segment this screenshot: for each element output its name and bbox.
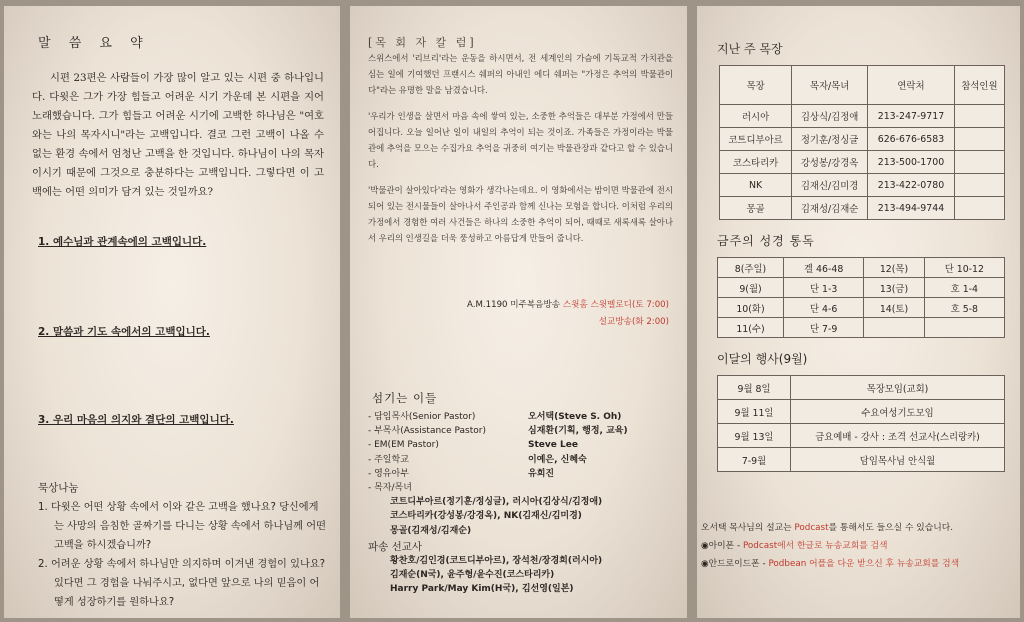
table-cell: 코트디부아르: [720, 128, 792, 151]
table-cell: 9월 11일: [718, 400, 791, 424]
podcast-text: 를 통해서도 들으실 수 있습니다.: [828, 523, 954, 533]
server-name: 심재환(기획, 행정, 교육): [528, 426, 628, 437]
sermon-body: 시편 23편은 사람들이 가장 많이 알고 있는 시편 중 하나입니다. 다윗은 그가 가장 힘들고 어려운 시기 가운데 본 시편을 지어 노래했습니다. 그가 힘들고 어려운 시기에 고백한 하나님은 "여호와는 나의 목자시니"라는 고백입니다. 결코 그런 고백이 나올 수 없는 환경 속에서 엄청난 고백을 한 것입니다. 하나님이 나의 목자이시기 때문에 그것으로 충분하다는 고백입니다. 그렇다면 이 고백에는 어떤 의미가 담겨 있는 것일까요?: [32, 72, 324, 198]
shepherd-line: 코스타리카(강성봉/강경옥), NK(김재신/김미경): [390, 511, 582, 522]
podcast-text: 오서택 목사님의 설교는: [701, 523, 795, 533]
table-cell: 코스타리카: [720, 151, 792, 174]
broadcast-line: [467, 298, 669, 310]
bible-reading-title: 금주의 성경 통독: [717, 234, 815, 248]
sermon-heading: 말 씀 요 약: [38, 36, 150, 51]
table-row: [720, 105, 1005, 128]
events-title: 이달의 행사(9월): [717, 352, 808, 366]
pastor-column-tag: [목 회 자 칼 럼]: [368, 36, 477, 49]
missionary-line: Harry Park/May Kim(H국), 김선영(일본): [390, 584, 574, 595]
table-row: [718, 278, 1005, 298]
server-role: - 영유아부: [368, 468, 409, 479]
table-row: [718, 376, 1005, 400]
android-label: ◉안드로이드폰 -: [701, 559, 769, 569]
server-name: 이예은, 신혜숙: [528, 454, 587, 465]
podcast-android-line: [701, 555, 1019, 573]
server-row: [368, 410, 678, 424]
server-name: 유희진: [528, 468, 555, 479]
table-row: [718, 400, 1005, 424]
server-row: [368, 453, 678, 467]
table-cell: 단 1-3: [784, 278, 864, 298]
table-row: [720, 151, 1005, 174]
table-row: [718, 318, 1005, 338]
table-row: [718, 424, 1005, 448]
table-cell: NK: [720, 174, 792, 197]
table-row: [720, 128, 1005, 151]
shepherd-line: 코트디부아르(정기훈/정싱글), 러시아(김상식/김정애): [390, 497, 603, 508]
missionary-line: 김재순(N국), 윤주형/윤수진(코스타리카): [390, 570, 555, 581]
table-cell: 강성봉/강경옥: [792, 151, 868, 174]
podcast-info: [701, 519, 1019, 573]
servers-title: 섬기는 이들: [372, 391, 438, 405]
server-row: [368, 467, 678, 481]
sermon-point-3: 3. 우리 마음의 의지와 결단의 고백입니다.: [38, 414, 234, 426]
table-cell: 겔 46-48: [784, 258, 864, 278]
events-table: [717, 375, 1005, 472]
table-cell: 213-500-1700: [868, 151, 955, 174]
table-cell: 213-247-9717: [868, 105, 955, 128]
table-cell: 담임목사님 안식월: [791, 448, 1005, 472]
table-cell: [954, 151, 1004, 174]
server-row: [368, 481, 678, 495]
pastor-column-panel: [350, 6, 687, 618]
sermon-summary-panel: [4, 6, 340, 618]
iphone-label: ◉아이폰 -: [701, 541, 743, 551]
podcast-link: Podcast: [794, 523, 829, 533]
table-cell: 7-9월: [718, 448, 791, 472]
table-cell: 호 1-4: [924, 278, 1004, 298]
table-cell: 단 7-9: [784, 318, 864, 338]
table-cell: 러시아: [720, 105, 792, 128]
missions-title: 파송 선교사: [368, 540, 423, 553]
broadcast-program: 스윗홈 스윗멜로디(토 7:00): [562, 300, 669, 310]
table-cell: 단 4-6: [784, 298, 864, 318]
server-role: - 주일학교: [368, 454, 409, 465]
meditation-list: [38, 498, 328, 612]
table-cell: [954, 128, 1004, 151]
server-role: - EM(EM Pastor): [368, 440, 439, 451]
church-info-panel: [697, 6, 1020, 618]
iphone-instruction: Podcast에서 한글로 뉴송교회를 검색: [742, 541, 888, 551]
table-cell: 금요예배 - 강사 : 조격 선교사(스리랑카): [791, 424, 1005, 448]
table-cell: 몽골: [720, 197, 792, 220]
server-role: - 부목사(Assistance Pastor): [368, 426, 486, 437]
meditation-question-2: 2. 어려운 상황 속에서 하나님만 의지하며 이겨낸 경험이 있나요? 있다면 그 경험을 나눠주시고, 없다면 앞으로 나의 믿음이 어떻게 성장하기를 원하나요?: [38, 559, 326, 608]
table-cell: 수요여성기도모임: [791, 400, 1005, 424]
missionary-line: 황찬호/김인경(코트디부아르), 장석천/장경희(러시아): [390, 556, 603, 567]
table-cell: 김상식/김정애: [792, 105, 868, 128]
podcast-line: [701, 519, 1019, 537]
table-header-cell: 참석인원: [954, 66, 1004, 105]
server-name: 오서택(Steve S. Oh): [528, 412, 622, 422]
server-role: - 목자/목녀: [368, 483, 412, 494]
shepherd-line: 몽골(김재성/김재순): [390, 525, 472, 536]
table-cell: [864, 318, 924, 338]
server-name: Steve Lee: [528, 440, 578, 451]
server-row: [368, 438, 678, 452]
table-cell: 213-494-9744: [868, 197, 955, 220]
leaders-table: [719, 65, 1005, 220]
bible-reading-table: [717, 257, 1005, 338]
table-cell: 호 5-8: [924, 298, 1004, 318]
broadcast-station: A.M.1190 미주복음방송: [467, 300, 561, 310]
table-header-cell: 연락처: [868, 66, 955, 105]
column-paragraph-3: '박물관이 살아있다'라는 영화가 생각나는데요. 이 영화에서는 밤이면 박물관에 전시되어 있는 전시물들이 살아나서 주인공과 함께 신나는 모험을 합니다. 이처럼 우리의 가정에서 경험한 여러 사건들은 하나의 소중한 추억이 되어, 때때로 새록새록 살아나서 우리의 인생길을 더욱 풍성하고 아름답게 만들어 줍니다.: [368, 185, 673, 243]
table-cell: [924, 318, 1004, 338]
table-cell: 목장모임(교회): [791, 376, 1005, 400]
table-cell: 김재성/김재순: [792, 197, 868, 220]
table-cell: 9월 8일: [718, 376, 791, 400]
broadcast-sermon: 설교방송(화 2:00): [598, 317, 669, 327]
sermon-point-1: 1. 예수님과 관계속에의 고백입니다.: [38, 236, 207, 248]
table-cell: 8(주일): [718, 258, 784, 278]
leaders-title: 지난 주 목장: [717, 42, 783, 56]
table-cell: 10(화): [718, 298, 784, 318]
table-cell: 9(월): [718, 278, 784, 298]
table-cell: 9월 13일: [718, 424, 791, 448]
table-row: [720, 197, 1005, 220]
table-cell: [954, 197, 1004, 220]
column-paragraph-2: '우리가 인생을 살면서 마음 속에 쌓여 있는, 소중한 추억들은 대부분 가정에서 만들어집니다. 오늘 일어난 일이 내일의 추억이 되는 것이죠. 가족들은 가정이라는 박물관에 추억을 모으는 수집가요 추억을 귀중히 여기는 박물관장과 같다고 할 수 있습니다.: [368, 111, 673, 169]
column-paragraph-1: 스위스에서 '리브리'라는 운동을 하시면서, 전 세계인의 가슴에 기독교적 가치관을 심는 일에 기여했던 프랜시스 쉐퍼의 아내인 에디 쉐퍼는 "가정은 추억의 박물관이다"라는 유명한 말을 남겼습니다.: [368, 53, 673, 95]
table-cell: 정기훈/정싱글: [792, 128, 868, 151]
server-row: [368, 424, 678, 438]
table-cell: 213-422-0780: [868, 174, 955, 197]
sermon-point-2: 2. 말씀과 기도 속에서의 고백입니다.: [38, 326, 210, 338]
table-row: [720, 174, 1005, 197]
server-role: - 담임목사(Senior Pastor): [368, 412, 476, 422]
meditation-question-1: 1. 다윗은 어떤 상황 속에서 이와 같은 고백을 했나요? 당신에게는 사망의 음침한 골짜기를 다니는 상황 속에서 하나님께 어떤 고백을 하시겠습니까?: [38, 502, 326, 551]
table-header-row: [720, 66, 1005, 105]
servers-list: [368, 410, 678, 597]
table-row: [718, 258, 1005, 278]
table-row: [718, 448, 1005, 472]
android-instruction: Podbean 어플을 다운 받으신 후 뉴송교회를 검색: [768, 559, 960, 569]
table-header-cell: 목자/목녀: [792, 66, 868, 105]
table-cell: 12(목): [864, 258, 924, 278]
table-cell: 11(수): [718, 318, 784, 338]
table-cell: 단 10-12: [924, 258, 1004, 278]
table-cell: [954, 174, 1004, 197]
table-cell: 김재신/김미경: [792, 174, 868, 197]
table-cell: 13(금): [864, 278, 924, 298]
table-header-cell: 목장: [720, 66, 792, 105]
table-cell: [954, 105, 1004, 128]
table-cell: 14(토): [864, 298, 924, 318]
table-row: [718, 298, 1005, 318]
podcast-iphone-line: [701, 537, 1019, 555]
meditation-title: 묵상나눔: [38, 482, 79, 494]
table-cell: 626-676-6583: [868, 128, 955, 151]
